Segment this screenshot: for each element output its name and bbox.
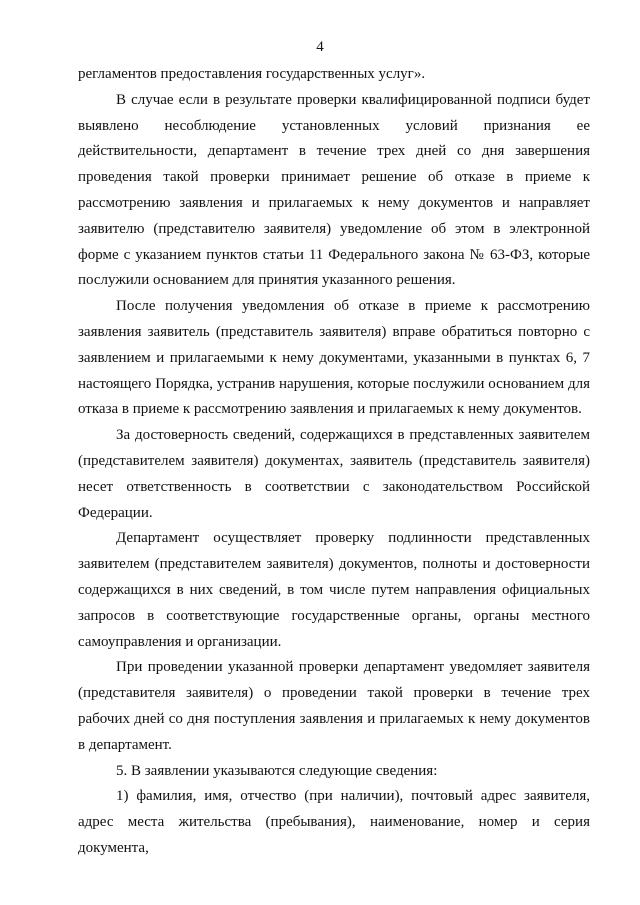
paragraph-repeat-application: После получения уведомления об отказе в приеме к рассмотрению заявления заявитель (представитель заявителя) вправе обратиться повторно с заявлением и прилагаемыми к нему документами, указанными в пунктах 6, 7 настоящего Порядка, устранив нарушения, которые послужили основанием для отказа в приеме к рассмотрению заявления и прилагаемых к нему документов. <box>78 298 590 418</box>
paragraph-subitem-1: 1) фамилия, имя, отчество (при наличии), почтовый адрес заявителя, адрес места жительства (пребывания), наименование, номер и серия документа, <box>78 788 590 856</box>
paragraph-signature-check: В случае если в результате проверки квалифицированной подписи будет выявлено несоблюдение установленных условий признания ее действительности, департамент в течение трех дней со дня завершения проведения такой проверки принимает решение об отказе в приеме к рассмотрению заявления и прилагаемых к нему документов и направляет заявителю (представителю заявителя) уведомление об этом в электронной форме с указанием пунктов статьи 11 Федерального закона № 63-ФЗ, которые послужили основанием для принятия указанного решения. <box>78 91 590 289</box>
page-number: 4 <box>316 39 324 55</box>
paragraph-responsibility: За достоверность сведений, содержащихся в представленных заявителем (представителем заявителя) документах, заявитель (представитель заявителя) несет ответственность в соответствии с законодательством Российской Федерации. <box>78 427 590 521</box>
paragraph-authenticity-check: Департамент осуществляет проверку подлинности представленных заявителем (представителем заявителя) документов, полноты и достоверности содержащихся в них сведений, в том числе путем направления официальных запросов в соответствующие государственные органы, органы местного самоуправления и организации. <box>78 530 590 650</box>
paragraph-check-notification: При проведении указанной проверки департамент уведомляет заявителя (представителя заявителя) о проведении такой проверки в течение трех рабочих дней со дня поступления заявления и прилагаемых к нему документов в департамент. <box>78 659 590 753</box>
page-body <box>78 62 590 862</box>
paragraph-continuation: регламентов предоставления государственных услуг». <box>78 66 426 82</box>
paragraph-item-5: 5. В заявлении указываются следующие сведения: <box>116 762 438 779</box>
